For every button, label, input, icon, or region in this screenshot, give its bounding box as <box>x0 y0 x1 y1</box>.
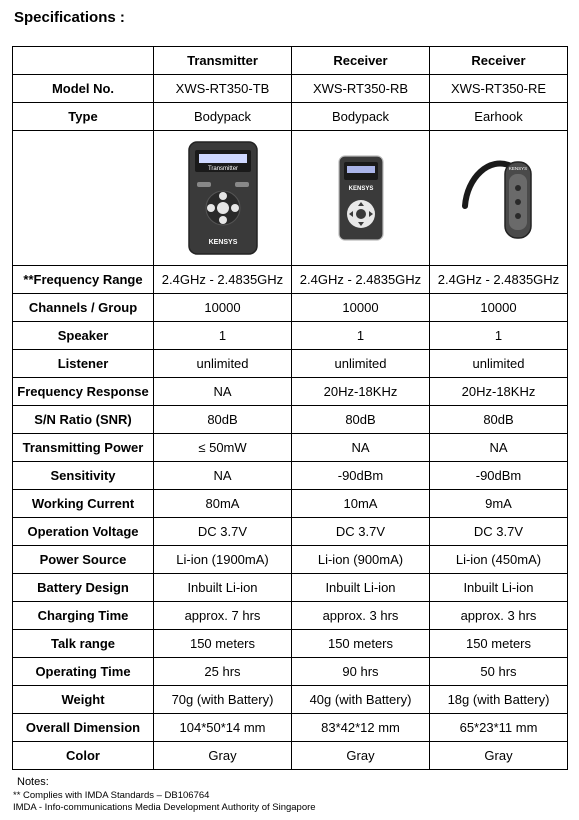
cell: ≤ 50mW <box>154 434 292 462</box>
table-row <box>13 518 568 546</box>
brand-label: KENSYS <box>208 239 237 246</box>
cell: Li-ion (450mA) <box>430 546 568 574</box>
brand-label: KENSYS <box>348 186 373 192</box>
table-row <box>13 714 568 742</box>
cell: approx. 7 hrs <box>154 602 292 630</box>
cell: Earhook <box>430 103 568 131</box>
cell: 90 hrs <box>292 658 430 686</box>
cell: 2.4GHz - 2.4835GHz <box>430 266 568 294</box>
row-label: Listener <box>13 350 154 378</box>
row-label: Talk range <box>13 630 154 658</box>
cell: XWS-RT350-RB <box>292 75 430 103</box>
cell: NA <box>154 462 292 490</box>
cell: 1 <box>154 322 292 350</box>
cell: unlimited <box>430 350 568 378</box>
cell: 150 meters <box>430 630 568 658</box>
table-row <box>13 686 568 714</box>
cell: 25 hrs <box>154 658 292 686</box>
row-label: Frequency Response <box>13 378 154 406</box>
row-label: Transmitting Power <box>13 434 154 462</box>
row-label: S/N Ratio (SNR) <box>13 406 154 434</box>
row-label: Charging Time <box>13 602 154 630</box>
cell: XWS-RT350-TB <box>154 75 292 103</box>
table-row <box>13 658 568 686</box>
cell: approx. 3 hrs <box>292 602 430 630</box>
cell: 10000 <box>292 294 430 322</box>
table-row <box>13 350 568 378</box>
cell: Gray <box>154 742 292 770</box>
row-label: Battery Design <box>13 574 154 602</box>
cell: 104*50*14 mm <box>154 714 292 742</box>
row-label: Overall Dimension <box>13 714 154 742</box>
header-cell-receiver-2: Receiver <box>430 47 568 75</box>
row-label: Type <box>13 103 154 131</box>
cell: 20Hz-18KHz <box>292 378 430 406</box>
cell: Inbuilt Li-ion <box>430 574 568 602</box>
cell: Li-ion (900mA) <box>292 546 430 574</box>
row-label: Color <box>13 742 154 770</box>
table-row <box>13 630 568 658</box>
header-cell-receiver: Receiver <box>292 47 430 75</box>
row-label: Weight <box>13 686 154 714</box>
row-label: Operating Time <box>13 658 154 686</box>
cell: 10000 <box>430 294 568 322</box>
row-label: Working Current <box>13 490 154 518</box>
table-row <box>13 602 568 630</box>
cell: 80mA <box>154 490 292 518</box>
cell: Inbuilt Li-ion <box>292 574 430 602</box>
cell: 70g (with Battery) <box>154 686 292 714</box>
cell: 50 hrs <box>430 658 568 686</box>
cell: Inbuilt Li-ion <box>154 574 292 602</box>
table-header-row <box>13 47 568 75</box>
table-row <box>13 406 568 434</box>
image-cell-receiver-earhook <box>430 131 568 266</box>
brand-label: KENSYS <box>508 166 527 171</box>
cell: approx. 3 hrs <box>430 602 568 630</box>
cell: 80dB <box>154 406 292 434</box>
cell: NA <box>430 434 568 462</box>
cell: NA <box>154 378 292 406</box>
table-row <box>13 574 568 602</box>
cell: Gray <box>430 742 568 770</box>
table-row-model <box>13 75 568 103</box>
cell: 65*23*11 mm <box>430 714 568 742</box>
specifications-table <box>12 46 568 770</box>
image-cell-receiver-bodypack <box>292 131 430 266</box>
cell: unlimited <box>292 350 430 378</box>
table-row <box>13 378 568 406</box>
page-title: Specifications : <box>14 9 125 26</box>
transmitter-screen-label: Transmitter <box>207 166 238 172</box>
cell: Gray <box>292 742 430 770</box>
row-label: Sensitivity <box>13 462 154 490</box>
table-row <box>13 546 568 574</box>
cell: Bodypack <box>154 103 292 131</box>
image-cell-transmitter <box>154 131 292 266</box>
cell: Li-ion (1900mA) <box>154 546 292 574</box>
table-row-images <box>13 131 568 266</box>
table-row <box>13 434 568 462</box>
cell: 40g (with Battery) <box>292 686 430 714</box>
table-row <box>13 490 568 518</box>
transmitter-device-icon <box>187 140 259 256</box>
cell: 2.4GHz - 2.4835GHz <box>154 266 292 294</box>
cell: DC 3.7V <box>292 518 430 546</box>
cell: DC 3.7V <box>154 518 292 546</box>
table-row <box>13 462 568 490</box>
earhook-receiver-icon <box>459 148 539 248</box>
image-cell-empty <box>13 131 154 266</box>
cell: 10000 <box>154 294 292 322</box>
table-row <box>13 294 568 322</box>
table-row <box>13 322 568 350</box>
header-cell-empty <box>13 47 154 75</box>
cell: 80dB <box>292 406 430 434</box>
cell: XWS-RT350-RE <box>430 75 568 103</box>
cell: DC 3.7V <box>430 518 568 546</box>
row-label: Operation Voltage <box>13 518 154 546</box>
table-row <box>13 742 568 770</box>
cell: unlimited <box>154 350 292 378</box>
table-row-type <box>13 103 568 131</box>
row-label: Power Source <box>13 546 154 574</box>
cell: -90dBm <box>292 462 430 490</box>
cell: 1 <box>292 322 430 350</box>
cell: 80dB <box>430 406 568 434</box>
cell: 150 meters <box>292 630 430 658</box>
receiver-bodypack-icon <box>337 154 385 242</box>
header-cell-transmitter: Transmitter <box>154 47 292 75</box>
cell: 150 meters <box>154 630 292 658</box>
notes-compliance: ** Complies with IMDA Standards – DB106764 <box>13 790 210 801</box>
row-label: Speaker <box>13 322 154 350</box>
cell: Bodypack <box>292 103 430 131</box>
notes-imda-definition: IMDA - Info-communications Media Development Authority of Singapore <box>13 802 316 813</box>
cell: 1 <box>430 322 568 350</box>
cell: 2.4GHz - 2.4835GHz <box>292 266 430 294</box>
cell: 18g (with Battery) <box>430 686 568 714</box>
cell: 20Hz-18KHz <box>430 378 568 406</box>
notes-heading: Notes: <box>17 776 49 788</box>
cell: NA <box>292 434 430 462</box>
cell: 9mA <box>430 490 568 518</box>
row-label: Model No. <box>13 75 154 103</box>
row-label: Channels / Group <box>13 294 154 322</box>
table-row <box>13 266 568 294</box>
row-label: **Frequency Range <box>13 266 154 294</box>
cell: -90dBm <box>430 462 568 490</box>
cell: 83*42*12 mm <box>292 714 430 742</box>
cell: 10mA <box>292 490 430 518</box>
